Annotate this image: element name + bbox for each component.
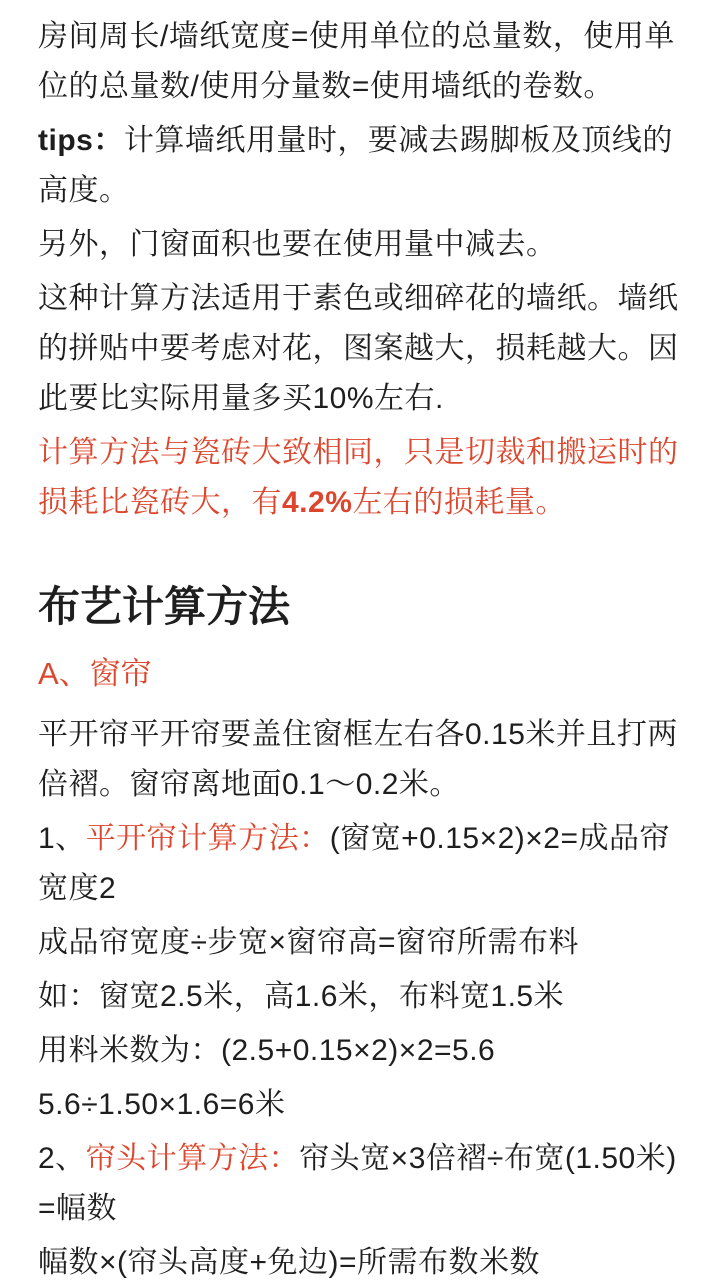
paragraph-calc-line-1: 用料米数为：(2.5+0.15×2)×2=5.6 xyxy=(38,1034,496,1067)
tips-label: tips： xyxy=(38,124,124,157)
method-2-label: 帘头计算方法： xyxy=(85,1142,300,1175)
method-1-number: 1、 xyxy=(38,822,86,855)
paragraph-pattern-note: 这种计算方法适用于素色或细碎花的墙纸。墙纸的拼贴中要考虑对花，图案越大，损耗越大。因此要比实际用量多买10%左右. xyxy=(38,282,679,415)
paragraph-method-2 xyxy=(38,1134,682,1234)
loss-warning-text-post: 左右的损耗量。 xyxy=(352,486,566,519)
method-2-formula: 帘头宽×3倍褶÷布宽(1.50米)=幅数 xyxy=(38,1142,677,1225)
paragraph-wallpaper-formula: 房间周长/墙纸宽度=使用单位的总量数，使用单位的总量数/使用分量数=使用墙纸的卷数。 xyxy=(38,20,675,103)
loss-warning-text-pre: 计算方法与瓷砖大致相同，只是切裁和搬运时的损耗比瓷砖大，有 xyxy=(38,436,679,519)
paragraph-loss-warning xyxy=(38,428,682,528)
paragraph-tips xyxy=(38,116,682,216)
method-1-label: 平开帘计算方法： xyxy=(85,822,330,855)
paragraph-fabric-needed-formula: 成品帘宽度÷步宽×窗帘高=窗帘所需布料 xyxy=(38,926,580,959)
paragraph-door-window-deduct: 另外，门窗面积也要在使用量中减去。 xyxy=(38,228,557,261)
subsection-title-curtain: A、窗帘 xyxy=(38,656,152,691)
method-2-number: 2、 xyxy=(38,1142,86,1175)
paragraph-calc-line-2: 5.6÷1.50×1.6=6米 xyxy=(38,1088,286,1121)
section-title-fabric-calculation: 布艺计算方法 xyxy=(38,583,291,630)
loss-warning-value: 4.2% xyxy=(282,486,353,519)
paragraph-curtain-intro: 平开帘平开帘要盖住窗框左右各0.15米并且打两倍褶。窗帘离地面0.1～0.2米。 xyxy=(38,718,678,801)
paragraph-panel-formula: 幅数×(帘头高度+免边)=所需布数米数 xyxy=(38,1246,541,1279)
paragraph-example: 如：窗宽2.5米，高1.6米，布料宽1.5米 xyxy=(38,980,565,1013)
paragraph-method-1 xyxy=(38,814,682,914)
method-1-formula: (窗宽+0.15×2)×2=成品帘宽度2 xyxy=(38,822,671,905)
tips-text: 计算墙纸用量时，要减去踢脚板及顶线的高度。 xyxy=(38,124,673,207)
